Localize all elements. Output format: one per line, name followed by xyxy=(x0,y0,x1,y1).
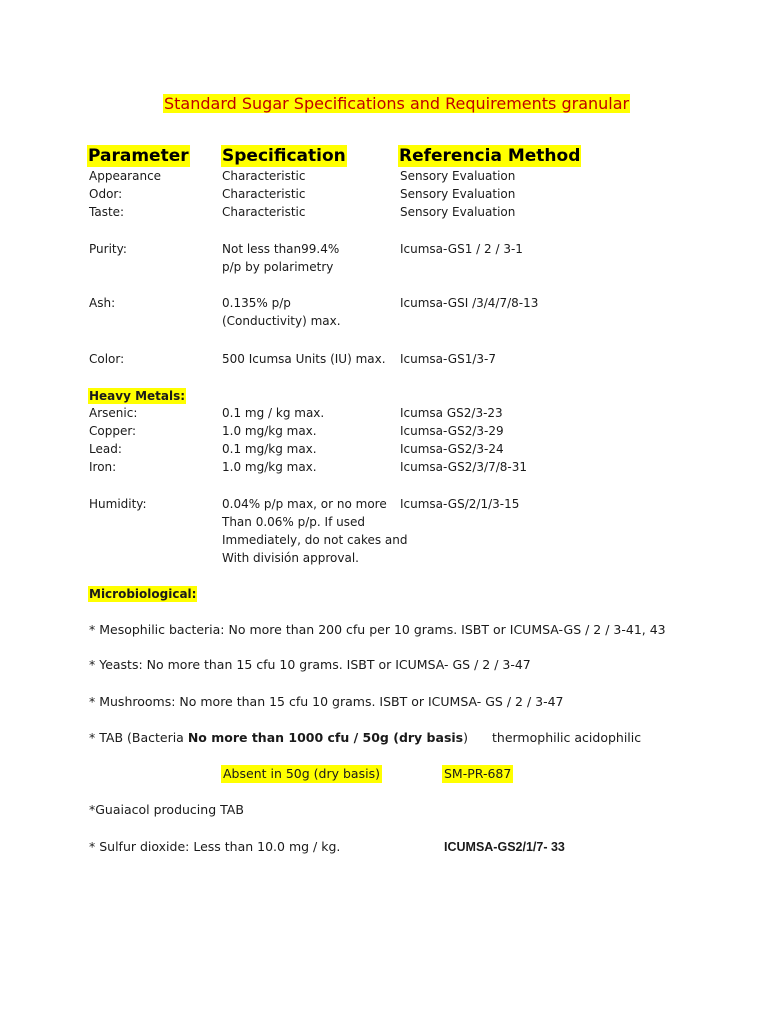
humidity-spec: 0.04% p/p max, or no more xyxy=(222,497,387,511)
row-param: Odor: xyxy=(89,187,123,201)
tab-line xyxy=(89,729,468,747)
row-spec: Characteristic xyxy=(222,169,306,183)
row-method: Sensory Evaluation xyxy=(400,205,516,219)
row-method: Icumsa-GSI /3/4/7/8-13 xyxy=(400,296,539,310)
row-method: Icumsa-GS1/3-7 xyxy=(400,352,496,366)
absent-method: SM-PR-687 xyxy=(444,766,512,781)
row-param: Purity: xyxy=(89,242,127,256)
document-title: Standard Sugar Specifications and Requirements granular xyxy=(164,94,630,113)
sulfur-method: ICUMSA-GS2/1/7- 33 xyxy=(444,840,565,854)
metal-method: Icumsa-GS2/3-24 xyxy=(400,442,504,456)
header-specification: Specification xyxy=(222,146,346,166)
row-param: Color: xyxy=(89,352,125,366)
header-parameter: Parameter xyxy=(88,146,189,166)
metal-param: Lead: xyxy=(89,442,122,456)
humidity-spec: Immediately, do not cakes and xyxy=(222,533,408,547)
mesophilic-line: * Mesophilic bacteria: No more than 200 cfu per 10 grams. ISBT or ICUMSA-GS / 2 / 3-41, 43 xyxy=(89,622,666,637)
heavy-metals-heading: Heavy Metals: xyxy=(89,389,186,403)
row-param: Taste: xyxy=(89,205,125,219)
metal-method: Icumsa-GS2/3-29 xyxy=(400,424,504,438)
metal-param: Arsenic: xyxy=(89,406,138,420)
humidity-param: Humidity: xyxy=(89,497,147,511)
row-param: Appearance xyxy=(89,169,162,183)
mushrooms-line: * Mushrooms: No more than 15 cfu 10 grams. ISBT or ICUMSA- GS / 2 / 3-47 xyxy=(89,694,564,709)
row-spec: Not less than99.4% xyxy=(222,242,340,256)
metal-method: Icumsa-GS2/3/7/8-31 xyxy=(400,460,527,474)
row-spec: Characteristic xyxy=(222,187,306,201)
metal-spec: 0.1 mg / kg max. xyxy=(222,406,325,420)
header-method: Referencia Method xyxy=(399,146,581,166)
row-param: Ash: xyxy=(89,296,116,310)
tab-prefix: * TAB (Bacteria xyxy=(89,730,188,745)
humidity-method: Icumsa-GS/2/1/3-15 xyxy=(400,497,520,511)
row-spec: 0.135% p/p xyxy=(222,296,291,310)
humidity-spec: Than 0.06% p/p. If used xyxy=(222,515,365,529)
row-spec: 500 Icumsa Units (IU) max. xyxy=(222,352,386,366)
row-spec: (Conductivity) max. xyxy=(222,314,341,328)
metal-param: Copper: xyxy=(89,424,137,438)
row-spec: Characteristic xyxy=(222,205,306,219)
microbiological-heading: Microbiological: xyxy=(89,587,197,601)
sulfur-line: * Sulfur dioxide: Less than 10.0 mg / kg. xyxy=(89,839,341,854)
tab-suffix: ) xyxy=(463,730,468,745)
metal-spec: 1.0 mg/kg max. xyxy=(222,460,317,474)
tab-limit: No more than 1000 cfu / 50g (dry basis xyxy=(187,730,464,745)
metal-param: Iron: xyxy=(89,460,117,474)
absent-spec: Absent in 50g (dry basis) xyxy=(223,766,380,781)
yeasts-line: * Yeasts: No more than 15 cfu 10 grams. ISBT or ICUMSA- GS / 2 / 3-47 xyxy=(89,657,531,672)
metal-method: Icumsa GS2/3-23 xyxy=(400,406,503,420)
row-spec: p/p by polarimetry xyxy=(222,260,334,274)
metal-spec: 1.0 mg/kg max. xyxy=(222,424,317,438)
guaiacol-line: *Guaiacol producing TAB xyxy=(89,802,244,817)
humidity-spec: With división approval. xyxy=(222,551,359,565)
metal-spec: 0.1 mg/kg max. xyxy=(222,442,317,456)
tab-type: thermophilic acidophilic xyxy=(492,730,642,745)
row-method: Sensory Evaluation xyxy=(400,187,516,201)
row-method: Sensory Evaluation xyxy=(400,169,516,183)
row-method: Icumsa-GS1 / 2 / 3-1 xyxy=(400,242,523,256)
